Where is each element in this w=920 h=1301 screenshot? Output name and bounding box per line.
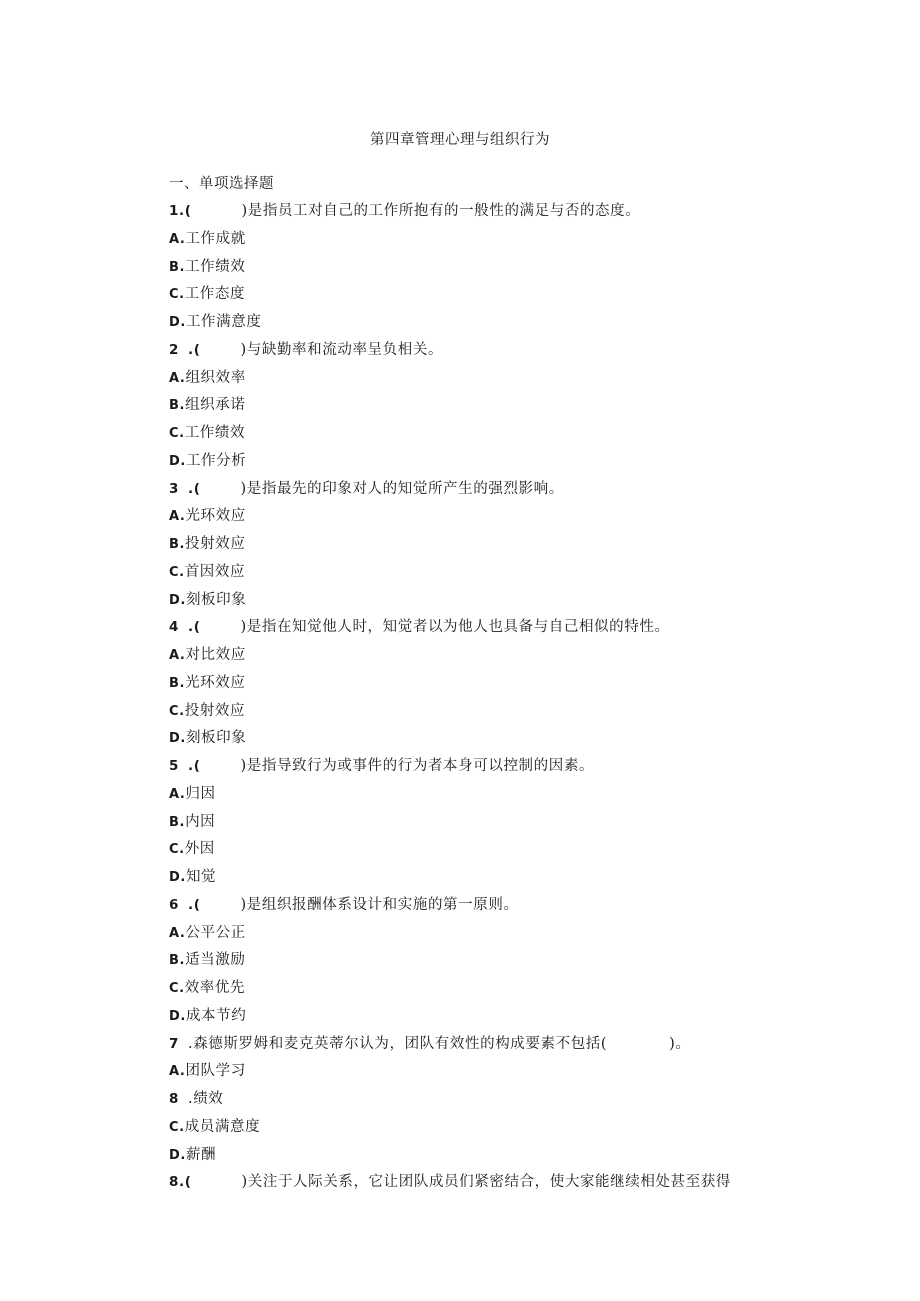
question-text-end: )。: [669, 1035, 691, 1052]
page-title: 第四章管理心理与组织行为: [370, 132, 550, 148]
option-text: 工作态度: [184, 286, 246, 303]
question-paren: .(: [188, 896, 201, 913]
option-letter: B.: [169, 537, 186, 552]
option-item: [169, 784, 789, 812]
option-text: 组织承诺: [185, 397, 246, 414]
question-text: )是指最先的印象对人的知觉所产生的强烈影响。: [240, 480, 564, 497]
option-letter: A.: [169, 925, 186, 941]
option-text: 工作绩效: [184, 425, 246, 441]
option-item: [169, 1145, 789, 1173]
question-number: 3: [169, 480, 179, 497]
option-item: [169, 590, 789, 618]
option-letter: A.: [169, 231, 186, 247]
option-text: 成本节约: [185, 1007, 247, 1024]
option-letter: C.: [169, 842, 185, 858]
option-letter: D.: [169, 592, 186, 608]
question-number: 1.(: [169, 203, 192, 219]
question-number: 6: [169, 896, 179, 913]
option-item: [169, 1061, 789, 1089]
option-text: 薪酬: [185, 1146, 217, 1163]
option-letter: D.: [169, 1008, 186, 1024]
option-item: [169, 950, 789, 978]
option-letter: B.: [169, 814, 186, 830]
option-text: 刻板印象: [185, 730, 247, 747]
option-letter: B.: [169, 398, 186, 414]
option-letter: D.: [169, 315, 186, 330]
option-item: [169, 1089, 789, 1117]
option-letter: A.: [169, 648, 186, 663]
option-text: 投射效应: [184, 702, 246, 719]
option-item: [169, 562, 789, 590]
question-text: )是指导致行为或事件的行为者本身可以控制的因素。: [240, 758, 595, 774]
option-item: [169, 1117, 789, 1145]
option-letter: B.: [169, 259, 186, 275]
option-letter: A.: [169, 1064, 186, 1080]
option-letter: D.: [169, 731, 186, 747]
question-stem: [169, 340, 789, 368]
option-item: [169, 867, 789, 895]
question-paren: .(: [188, 619, 201, 636]
option-text: 工作满意度: [185, 314, 262, 330]
option-text: 光环效应: [185, 508, 246, 525]
question-stem: [169, 756, 789, 784]
option-item: [169, 839, 789, 867]
option-item: [169, 673, 789, 701]
option-item: [169, 506, 789, 534]
question-list: [169, 201, 789, 1200]
option-text: 工作成就: [185, 230, 246, 247]
option-item: [169, 645, 789, 673]
option-item: [169, 923, 789, 951]
option-letter: D.: [169, 870, 186, 885]
question-paren: .(: [188, 758, 201, 774]
option-letter: A.: [169, 786, 186, 802]
option-text: 内因: [185, 813, 216, 830]
question-stem: [169, 201, 789, 229]
question-stem: [169, 895, 789, 923]
option-text: 首因效应: [184, 563, 246, 580]
question-number: 5: [169, 758, 179, 774]
option-text: 工作绩效: [185, 258, 246, 275]
option-item: [169, 812, 789, 840]
option-letter: C.: [169, 703, 185, 719]
option-number: 8: [169, 1091, 179, 1107]
option-item: [169, 701, 789, 729]
option-letter: D.: [169, 1147, 186, 1163]
option-item: [169, 229, 789, 257]
option-item: [169, 312, 789, 340]
option-text: 知觉: [185, 869, 217, 885]
option-letter: A.: [169, 509, 186, 525]
option-item: [169, 284, 789, 312]
option-text: 归因: [185, 785, 216, 802]
option-letter: C.: [169, 981, 185, 996]
question-paren: .(: [188, 341, 201, 358]
question-number: 7: [169, 1035, 179, 1052]
option-letter: C.: [169, 287, 185, 303]
question-text: .森德斯罗姆和麦克英蒂尔认为，团队有效性的构成要素不包括(: [188, 1035, 608, 1052]
option-text: 对比效应: [185, 647, 246, 663]
option-item: [169, 728, 789, 756]
question-text: )是指员工对自己的工作所抱有的一般性的满足与否的态度。: [241, 203, 641, 219]
question-stem: [169, 479, 789, 507]
question-text: )是指在知觉他人时，知觉者以为他人也具备与自己相似的特性。: [240, 619, 670, 636]
question-text: )与缺勤率和流动率呈负相关。: [240, 341, 444, 358]
option-text: 适当激励: [185, 952, 246, 969]
question-paren: .(: [188, 480, 201, 497]
option-item: [169, 423, 789, 451]
option-item: [169, 534, 789, 562]
question-text: )关注于人际关系，它让团队成员们紧密结合，使大家能继续相处甚至获得: [241, 1174, 731, 1191]
question-number: 2: [169, 341, 179, 358]
option-text: 团队学习: [185, 1063, 246, 1080]
option-text: 组织效率: [185, 369, 246, 386]
option-text: .绩效: [188, 1091, 224, 1107]
question-number: 4: [169, 619, 179, 636]
option-item: [169, 395, 789, 423]
option-item: [169, 257, 789, 285]
question-stem: [169, 1034, 789, 1062]
option-text: 效率优先: [184, 980, 246, 996]
option-letter: C.: [169, 426, 185, 441]
option-letter: D.: [169, 453, 186, 469]
question-text: )是组织报酬体系设计和实施的第一原则。: [240, 896, 519, 913]
question-stem: [169, 1172, 789, 1200]
option-letter: B.: [169, 953, 186, 969]
option-text: 光环效应: [185, 674, 246, 691]
option-letter: A.: [169, 370, 186, 386]
option-item: [169, 1006, 789, 1034]
option-item: [169, 368, 789, 396]
option-letter: C.: [169, 564, 185, 580]
option-letter: B.: [169, 675, 186, 691]
option-text: 刻板印象: [185, 591, 247, 608]
option-text: 工作分析: [185, 452, 247, 469]
option-text: 公平公正: [185, 924, 246, 941]
option-text: 外因: [184, 841, 215, 858]
option-item: [169, 451, 789, 479]
question-number: 8.(: [169, 1174, 192, 1191]
option-item: [169, 978, 789, 1006]
option-text: 成员满意度: [184, 1118, 261, 1135]
option-text: 投射效应: [185, 536, 246, 552]
section-heading: 一、单项选择题: [169, 176, 274, 192]
question-stem: [169, 617, 789, 645]
option-letter: C.: [169, 1119, 185, 1135]
